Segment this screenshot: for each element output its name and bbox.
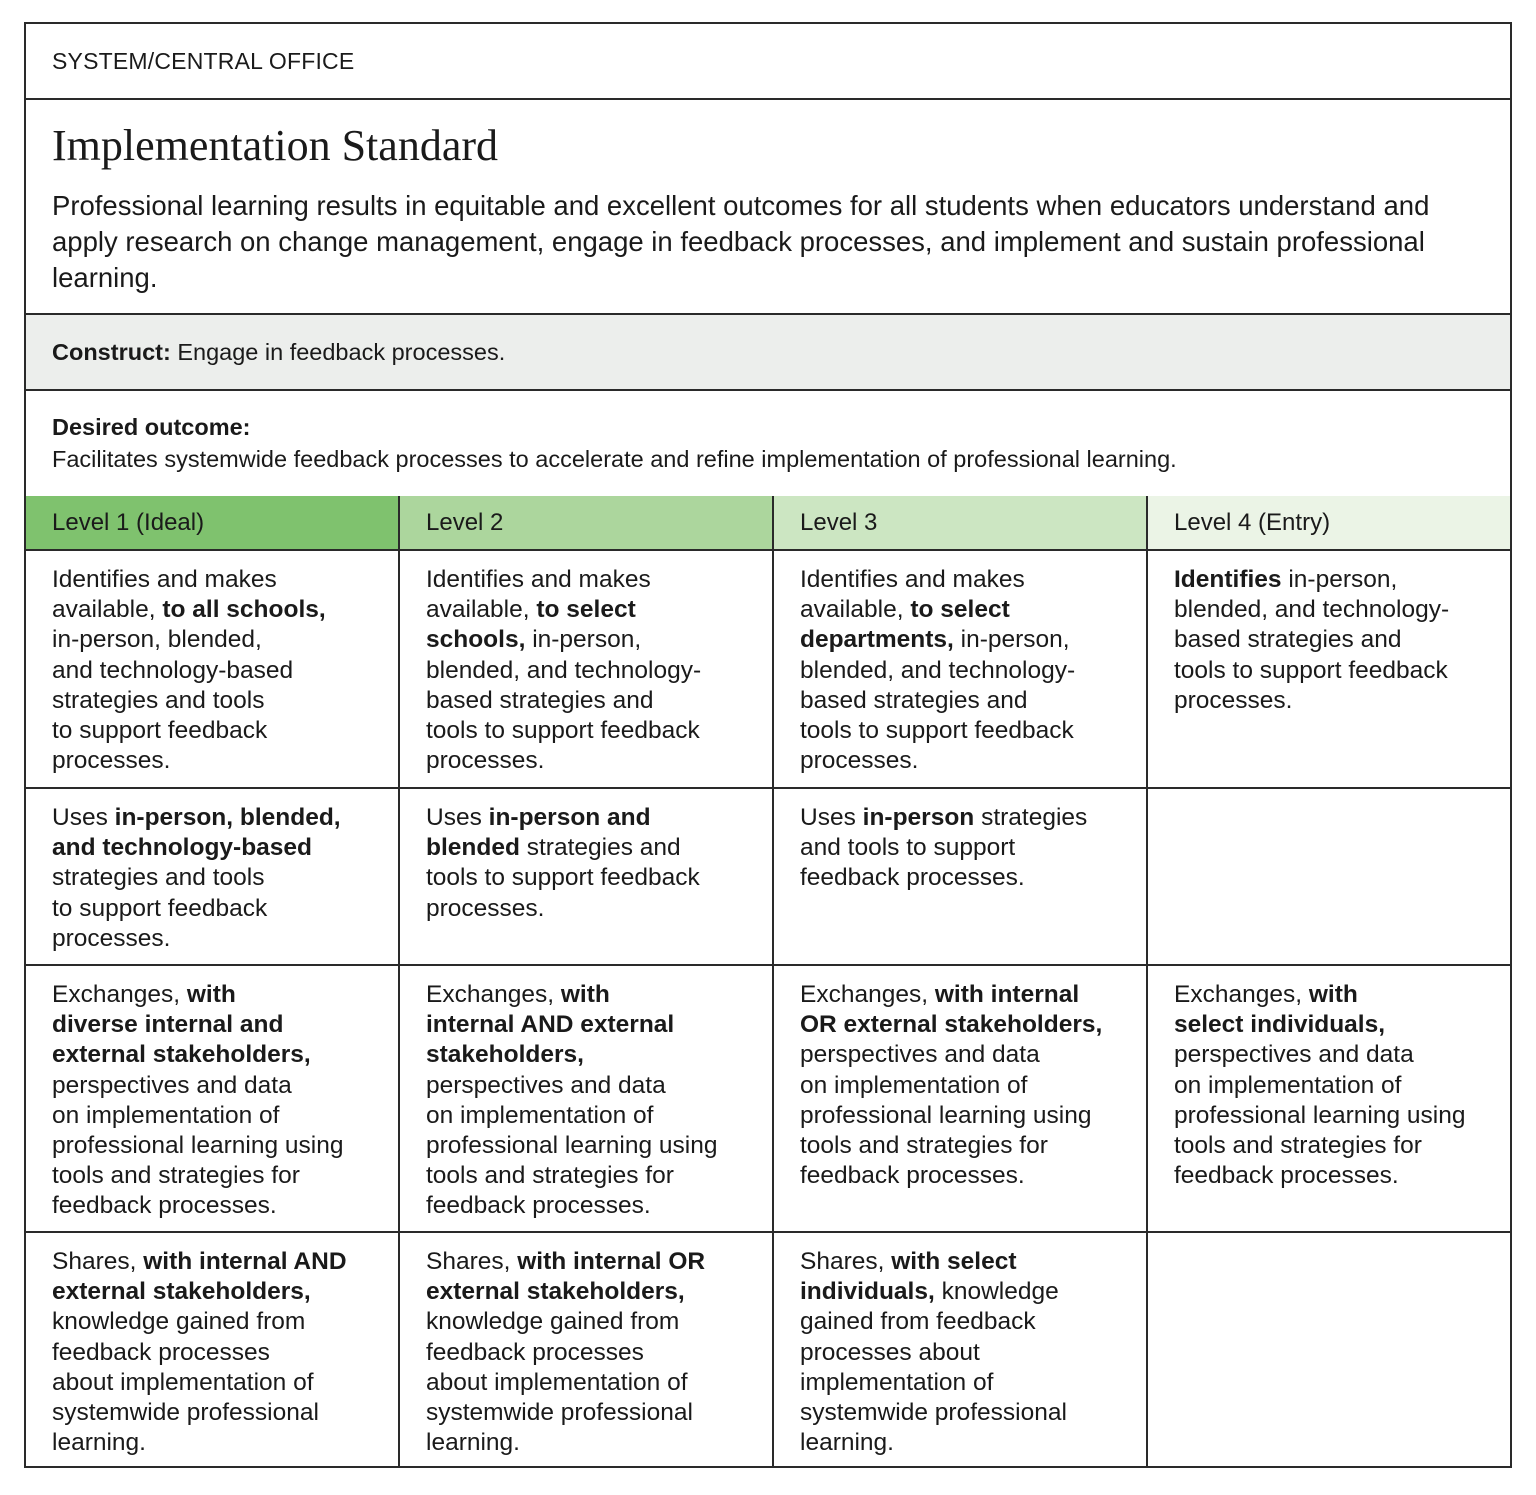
- emphasis: stakeholders,: [426, 1041, 584, 1069]
- cell-line: learning.: [800, 1429, 894, 1457]
- cell-line: [426, 1010, 752, 1040]
- cell-line: feedback processes.: [800, 864, 1025, 892]
- statement-line: apply research on change management, engage in feedback processes, and implement and sustain professional: [52, 226, 1425, 257]
- cell-line: [52, 833, 378, 863]
- cell-line: on implementation of: [1174, 1071, 1402, 1099]
- construct-row: [26, 315, 1510, 389]
- level-1-cell: [26, 551, 400, 787]
- page-title: Implementation Standard: [52, 121, 498, 170]
- standard-table: [24, 22, 1512, 1468]
- cell-line: perspectives and data: [52, 1071, 292, 1099]
- cell-line: based strategies and: [800, 686, 1028, 714]
- cell-line: Exchanges, with: [1174, 981, 1358, 1008]
- emphasis: to all schools,: [162, 596, 326, 624]
- cell-line: processes.: [426, 747, 545, 775]
- cell-line: knowledge gained from: [426, 1308, 680, 1336]
- table-row: [26, 966, 1510, 1231]
- cell-line: in-person, blended,: [52, 626, 262, 654]
- cell-line: feedback processes.: [426, 1192, 651, 1220]
- level-4-cell: [1148, 789, 1510, 964]
- cell-line: implementation of: [800, 1368, 994, 1396]
- level-2-cell: [400, 1233, 774, 1468]
- cell-line: learning.: [52, 1429, 146, 1457]
- desired-outcome-text: Facilitates systemwide feedback processes to accelerate and refine implementation of professional learning.: [52, 446, 1177, 472]
- cell-line: Identifies and makes: [52, 566, 277, 593]
- level-1-cell: [26, 1233, 400, 1468]
- emphasis: to select: [910, 596, 1010, 624]
- cell-line: tools and strategies for: [800, 1132, 1048, 1160]
- cell-line: feedback processes.: [1174, 1162, 1399, 1190]
- emphasis: with internal AND: [143, 1248, 347, 1275]
- cell-line: feedback processes.: [52, 1192, 277, 1220]
- cell-line: feedback processes: [52, 1338, 270, 1366]
- cell-line: tools and strategies for: [52, 1162, 300, 1190]
- cell-line: Identifies in-person,: [1174, 566, 1398, 593]
- cell-line: to support feedback: [52, 717, 268, 745]
- cell-line: perspectives and data: [1174, 1041, 1414, 1069]
- emphasis: with: [560, 981, 610, 1008]
- emphasis: individuals,: [800, 1278, 935, 1306]
- cell-line: available, to select: [426, 596, 636, 624]
- cell-line: feedback processes.: [800, 1162, 1025, 1190]
- cell-line: tools and strategies for: [1174, 1132, 1422, 1160]
- cell-line: on implementation of: [426, 1101, 654, 1129]
- cell-line: perspectives and data: [800, 1041, 1040, 1069]
- emphasis: with internal OR: [517, 1248, 706, 1275]
- emphasis: with select: [891, 1248, 1017, 1275]
- cell-line: [800, 1010, 1126, 1040]
- cell-line: professional learning using: [800, 1101, 1092, 1129]
- cell-line: Uses in-person and: [426, 804, 651, 831]
- cell-line: [52, 1277, 378, 1307]
- cell-line: knowledge gained from: [52, 1308, 306, 1336]
- emphasis: departments,: [800, 626, 954, 654]
- cell-line: systemwide professional: [426, 1399, 693, 1427]
- construct-text: Engage in feedback processes.: [170, 338, 506, 365]
- cell-line: strategies and tools: [52, 686, 265, 714]
- cell-line: [1174, 1010, 1490, 1040]
- cell-line: based strategies and: [1174, 626, 1402, 654]
- construct-label: Construct:: [52, 338, 171, 365]
- level-2-header: Level 2: [400, 496, 774, 550]
- emphasis: select individuals,: [1174, 1011, 1386, 1039]
- cell-line: Identifies and makes: [800, 566, 1025, 593]
- cell-line: professional learning using: [426, 1132, 718, 1160]
- cell-line: tools to support feedback: [800, 717, 1074, 745]
- cell-line: processes.: [52, 924, 171, 952]
- cell-line: tools to support feedback: [426, 864, 700, 892]
- emphasis: internal AND external: [426, 1011, 675, 1039]
- emphasis: with internal: [934, 981, 1080, 1008]
- cell-line: processes about: [800, 1338, 980, 1366]
- emphasis: with: [186, 981, 236, 1008]
- cell-line: Shares, with internal AND: [52, 1248, 347, 1275]
- level-2-cell: [400, 551, 774, 787]
- emphasis: blended: [426, 834, 520, 862]
- table-row: [26, 789, 1510, 964]
- level-4-header: Level 4 (Entry): [1148, 496, 1510, 550]
- cell-line: Uses in-person strategies: [800, 804, 1088, 831]
- cell-line: professional learning using: [1174, 1101, 1466, 1129]
- level-3-cell: [774, 551, 1148, 787]
- cell-line: Shares, with select: [800, 1248, 1017, 1275]
- emphasis: OR external stakeholders,: [800, 1011, 1103, 1039]
- emphasis: schools,: [426, 626, 526, 654]
- table-row: [26, 551, 1510, 787]
- emphasis: external stakeholders,: [426, 1278, 685, 1306]
- office-label: SYSTEM/CENTRAL OFFICE: [52, 47, 355, 74]
- cell-line: blended strategies and: [426, 834, 681, 862]
- level-3-header: Level 3: [774, 496, 1148, 550]
- cell-line: based strategies and: [426, 686, 654, 714]
- levels-header: [26, 496, 1510, 550]
- cell-line: about implementation of: [52, 1368, 314, 1396]
- cell-line: blended, and technology-: [1174, 596, 1450, 624]
- emphasis: in-person, blended,: [114, 804, 341, 831]
- cell-line: strategies and tools: [52, 864, 265, 892]
- cell-line: processes.: [800, 747, 919, 775]
- divider: [26, 389, 1510, 391]
- cell-line: blended, and technology-: [800, 656, 1076, 684]
- level-1-header: Level 1 (Ideal): [26, 496, 400, 550]
- cell-line: to support feedback: [52, 894, 268, 922]
- table-row: [26, 1233, 1510, 1468]
- emphasis: in-person: [862, 804, 975, 831]
- cell-line: Uses in-person, blended,: [52, 804, 341, 831]
- cell-line: Exchanges, with internal: [800, 981, 1080, 1008]
- cell-line: [426, 1040, 752, 1070]
- cell-line: departments, in-person,: [800, 626, 1070, 654]
- desired-outcome-label: Desired outcome:: [52, 414, 251, 440]
- level-4-cell: [1148, 551, 1510, 787]
- cell-line: available, to all schools,: [52, 596, 326, 624]
- cell-line: processes.: [52, 747, 171, 775]
- cell-line: [52, 1010, 378, 1040]
- level-2-cell: [400, 789, 774, 964]
- cell-line: perspectives and data: [426, 1071, 666, 1099]
- cell-line: [426, 1277, 752, 1307]
- emphasis: external stakeholders,: [52, 1041, 311, 1069]
- cell-line: on implementation of: [800, 1071, 1028, 1099]
- cell-line: feedback processes: [426, 1338, 644, 1366]
- cell-line: Identifies and makes: [426, 566, 651, 593]
- cell-line: tools to support feedback: [426, 717, 700, 745]
- standard-statement: [26, 188, 1510, 296]
- level-3-cell: [774, 1233, 1148, 1468]
- level-1-cell: [26, 789, 400, 964]
- cell-line: about implementation of: [426, 1368, 688, 1396]
- level-1-cell: [26, 966, 400, 1231]
- cell-line: on implementation of: [52, 1101, 280, 1129]
- level-4-cell: [1148, 966, 1510, 1231]
- cell-line: schools, in-person,: [426, 626, 642, 654]
- cell-line: Exchanges, with: [52, 981, 236, 1008]
- cell-line: systemwide professional: [52, 1399, 319, 1427]
- cell-line: gained from feedback: [800, 1308, 1036, 1336]
- cell-line: Exchanges, with: [426, 981, 610, 1008]
- cell-line: and tools to support: [800, 834, 1016, 862]
- emphasis: Identifies: [1174, 566, 1282, 593]
- cell-line: [52, 1040, 378, 1070]
- emphasis: and technology-based: [52, 834, 313, 862]
- emphasis: external stakeholders,: [52, 1278, 311, 1306]
- level-3-cell: [774, 966, 1148, 1231]
- level-3-cell: [774, 789, 1148, 964]
- cell-line: tools to support feedback: [1174, 656, 1448, 684]
- cell-line: and technology-based: [52, 656, 294, 684]
- cell-line: processes.: [426, 894, 545, 922]
- cell-line: blended, and technology-: [426, 656, 702, 684]
- emphasis: diverse internal and: [52, 1011, 284, 1039]
- cell-line: tools and strategies for: [426, 1162, 674, 1190]
- emphasis: to select: [536, 596, 636, 624]
- cell-line: processes.: [1174, 686, 1293, 714]
- cell-line: learning.: [426, 1429, 520, 1457]
- cell-line: Shares, with internal OR: [426, 1248, 706, 1275]
- statement-line: Professional learning results in equitable and excellent outcomes for all students when educators understand and: [52, 190, 1430, 221]
- divider: [26, 98, 1510, 100]
- level-4-cell: [1148, 1233, 1510, 1468]
- cell-line: professional learning using: [52, 1132, 344, 1160]
- cell-line: available, to select: [800, 596, 1010, 624]
- cell-line: individuals, knowledge: [800, 1278, 1059, 1306]
- cell-line: systemwide professional: [800, 1399, 1067, 1427]
- emphasis: in-person and: [488, 804, 651, 831]
- statement-line: learning.: [52, 262, 158, 293]
- emphasis: with: [1308, 981, 1358, 1008]
- level-2-cell: [400, 966, 774, 1231]
